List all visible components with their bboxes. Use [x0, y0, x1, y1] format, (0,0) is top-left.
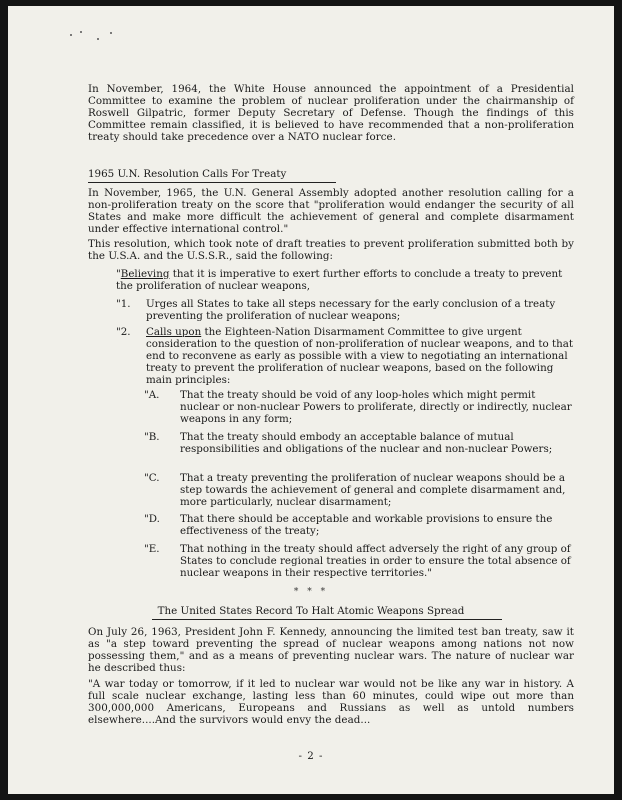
principle-c: [144, 472, 578, 508]
principle-d: [144, 513, 578, 537]
resolution-item-1: [116, 298, 574, 322]
principle-a-text: That the treaty should be void of any loop-holes which might permit nuclear or non-nuclear Powers to proliferate, directly or indirectly, nuclear weapons in any form;: [180, 389, 572, 426]
paragraph-presidential-committee: [88, 83, 574, 143]
item-1-number: "1.: [116, 298, 131, 310]
section-heading-us-record: The United States Record To Halt Atomic Weapons Spread: [157, 605, 465, 617]
paragraph-4-text: On July 26, 1963, President John F. Kennedy, announcing the limited test ban treaty, saw it as "a step toward preventing the spread of nuclear weapons among nations not now possessing them," and as a means of preventing nuclear wars. The nature of nuclear war he described thus:: [88, 626, 574, 675]
item-2-number: "2.: [116, 326, 131, 338]
document-page: [8, 6, 614, 794]
principle-e-text: That nothing in the treaty should affect adversely the right of any group of States to conclude regional treaties in order to ensure the total absence of nuclear weapons in their respective territories.": [180, 543, 571, 580]
paragraph-3-text: This resolution, which took note of draft treaties to prevent proliferation submitted both by the U.S.A. and the U.S.S.R., said the following:: [88, 238, 574, 263]
paragraph-un-resolution: [88, 187, 574, 235]
principle-b-text: That the treaty should embody an acceptable balance of mutual responsibilities and obligations of the nuclear and non-nuclear Powers;: [180, 431, 553, 456]
page-number: - 2 -: [298, 750, 324, 762]
principle-a: [144, 389, 578, 425]
principle-e: [144, 543, 578, 579]
principle-b: [144, 431, 578, 455]
item-2-verb: Calls upon: [146, 326, 202, 338]
paragraph-draft-treaties: [88, 238, 574, 262]
resolution-item-2: [116, 326, 574, 386]
heading-underline: [88, 182, 336, 183]
paragraph-5-text: "A war today or tomorrow, if it led to nuclear war would not be like any war in history. A full scale nuclear exchange, lasting less than 60 minutes, could wipe out more than 300,000,000 Americans, Europeans and Russians as well as untold numbers elsewhere....And the survivors would envy the dead...: [88, 678, 574, 727]
paragraph-kennedy-quote: [88, 678, 574, 726]
resolution-preamble: [116, 268, 574, 292]
item-1-text: Urges all States to take all steps necessary for the early conclusion of a treaty preventing the proliferation of nuclear weapons;: [146, 298, 556, 323]
paragraph-kennedy: [88, 626, 574, 674]
section-separator: * * *: [293, 587, 329, 597]
item-2-text: [146, 326, 574, 386]
principle-e-label: "E.: [144, 543, 160, 555]
paragraph-2-text: In November, 1965, the U.N. General Assembly adopted another resolution calling for a non-proliferation treaty on the score that "proliferation would endanger the security of all States and make more difficult the achievement of general and complete disarmament under effective international control.": [88, 187, 574, 236]
principle-d-text: That there should be acceptable and workable provisions to ensure the effectiveness of the treaty;: [180, 513, 553, 538]
paper-specks: [66, 28, 116, 42]
open-quote: ": [116, 268, 121, 280]
preamble-text: that it is imperative to exert further efforts to conclude a treaty to prevent the proliferation of nuclear weapons,: [116, 268, 563, 293]
preamble-verb: Believing: [120, 268, 170, 280]
principle-c-text: That a treaty preventing the proliferation of nuclear weapons should be a step towards the achievement of general and complete disarmament and, more particularly, nuclear disarmament;: [180, 472, 566, 509]
paragraph-1-text: In November, 1964, the White House announced the appointment of a Presidential Committee to examine the problem of nuclear proliferation under the chairmanship of Roswell Gilpatric, former Deputy Secretary of Defense. Though the findings of this Committee remain classified, it is believed to have recommended that a non-proliferation treaty should take precedence over a NATO nuclear force.: [88, 83, 574, 144]
item-2-rest: the Eighteen-Nation Disarmament Committee to give urgent consideration to the question of non-proliferation of nuclear weapons, and to that end to reconvene as early as possible with a view to negotiating an international treaty to prevent the proliferation of nuclear weapons, based on the following main principles:: [146, 326, 573, 387]
principle-c-label: "C.: [144, 472, 160, 484]
section-heading-1965-resolution: 1965 U.N. Resolution Calls For Treaty: [88, 168, 287, 180]
heading-underline-2: [152, 619, 502, 620]
principle-d-label: "D.: [144, 513, 160, 525]
principle-a-label: "A.: [144, 389, 160, 401]
principle-b-label: "B.: [144, 431, 160, 443]
